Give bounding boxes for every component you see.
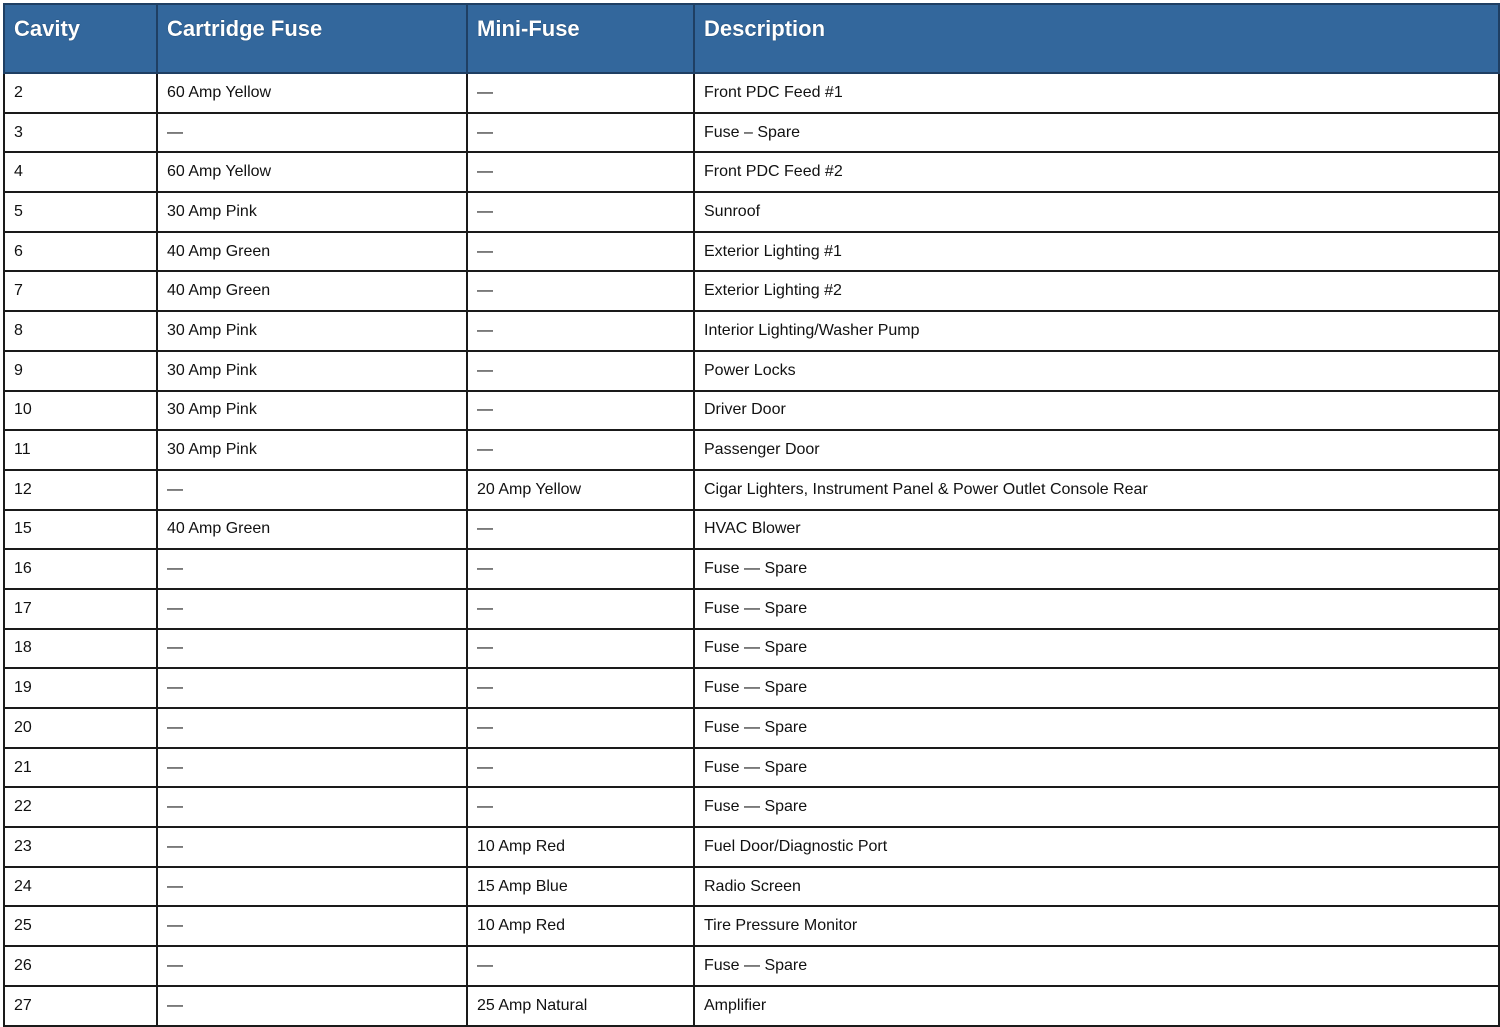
cell-cavity: 27: [4, 986, 157, 1026]
cell-description: Interior Lighting/Washer Pump: [694, 311, 1499, 351]
cell-mini-fuse: 25 Amp Natural: [467, 986, 694, 1026]
table-row: [4, 827, 1499, 867]
table-row: [4, 986, 1499, 1026]
cell-cavity: 4: [4, 152, 157, 192]
cell-cartridge-fuse: 40 Amp Green: [157, 510, 467, 550]
table-row: [4, 787, 1499, 827]
cell-cavity: 7: [4, 271, 157, 311]
cell-cavity: 5: [4, 192, 157, 232]
cell-cartridge-fuse: —: [157, 986, 467, 1026]
cell-description: Tire Pressure Monitor: [694, 906, 1499, 946]
cell-mini-fuse: —: [467, 311, 694, 351]
cell-cartridge-fuse: —: [157, 906, 467, 946]
cell-cavity: 3: [4, 113, 157, 153]
cell-mini-fuse: —: [467, 589, 694, 629]
cell-mini-fuse: 10 Amp Red: [467, 827, 694, 867]
cell-description: Fuse — Spare: [694, 946, 1499, 986]
cell-cartridge-fuse: —: [157, 787, 467, 827]
cell-cavity: 18: [4, 629, 157, 669]
cell-description: Power Locks: [694, 351, 1499, 391]
cell-mini-fuse: —: [467, 510, 694, 550]
cell-cartridge-fuse: —: [157, 113, 467, 153]
table-body: [4, 73, 1499, 1026]
header-row: [4, 4, 1499, 73]
table-row: [4, 152, 1499, 192]
cell-description: Fuse — Spare: [694, 629, 1499, 669]
header-cavity: Cavity: [4, 4, 157, 73]
cell-cartridge-fuse: —: [157, 708, 467, 748]
cell-description: Driver Door: [694, 391, 1499, 431]
cell-cavity: 26: [4, 946, 157, 986]
cell-mini-fuse: 15 Amp Blue: [467, 867, 694, 907]
cell-mini-fuse: —: [467, 152, 694, 192]
cell-mini-fuse: —: [467, 668, 694, 708]
table-row: [4, 470, 1499, 510]
header-description: Description: [694, 4, 1499, 73]
cell-description: Exterior Lighting #1: [694, 232, 1499, 272]
cell-mini-fuse: —: [467, 430, 694, 470]
cell-cartridge-fuse: —: [157, 629, 467, 669]
table-row: [4, 73, 1499, 113]
cell-cartridge-fuse: 30 Amp Pink: [157, 391, 467, 431]
table-row: [4, 589, 1499, 629]
table-row: [4, 391, 1499, 431]
cell-cavity: 9: [4, 351, 157, 391]
cell-cartridge-fuse: 30 Amp Pink: [157, 192, 467, 232]
table-row: [4, 510, 1499, 550]
cell-mini-fuse: —: [467, 232, 694, 272]
table-row: [4, 271, 1499, 311]
cell-cavity: 24: [4, 867, 157, 907]
table-row: [4, 906, 1499, 946]
cell-description: Fuse — Spare: [694, 589, 1499, 629]
table-row: [4, 192, 1499, 232]
cell-description: Fuse — Spare: [694, 549, 1499, 589]
cell-description: Fuse – Spare: [694, 113, 1499, 153]
cell-cavity: 22: [4, 787, 157, 827]
table-row: [4, 748, 1499, 788]
cell-cavity: 6: [4, 232, 157, 272]
header-mini-fuse: Mini-Fuse: [467, 4, 694, 73]
cell-mini-fuse: —: [467, 73, 694, 113]
cell-cavity: 10: [4, 391, 157, 431]
cell-description: Cigar Lighters, Instrument Panel & Power Outlet Console Rear: [694, 470, 1499, 510]
cell-cavity: 2: [4, 73, 157, 113]
cell-cavity: 12: [4, 470, 157, 510]
cell-cartridge-fuse: —: [157, 867, 467, 907]
table-row: [4, 668, 1499, 708]
table-row: [4, 113, 1499, 153]
cell-description: Fuse — Spare: [694, 787, 1499, 827]
table-header: [4, 4, 1499, 73]
fuse-table-container: [3, 3, 1498, 1027]
cell-cartridge-fuse: —: [157, 668, 467, 708]
cell-cartridge-fuse: 60 Amp Yellow: [157, 152, 467, 192]
cell-description: Fuse — Spare: [694, 668, 1499, 708]
cell-description: Exterior Lighting #2: [694, 271, 1499, 311]
cell-description: Fuse — Spare: [694, 708, 1499, 748]
cell-cartridge-fuse: 40 Amp Green: [157, 232, 467, 272]
cell-description: Sunroof: [694, 192, 1499, 232]
cell-cartridge-fuse: 60 Amp Yellow: [157, 73, 467, 113]
table-row: [4, 708, 1499, 748]
cell-cartridge-fuse: —: [157, 549, 467, 589]
table-row: [4, 430, 1499, 470]
fuse-table: [3, 3, 1500, 1027]
cell-description: Radio Screen: [694, 867, 1499, 907]
cell-mini-fuse: —: [467, 748, 694, 788]
cell-cartridge-fuse: —: [157, 946, 467, 986]
cell-description: HVAC Blower: [694, 510, 1499, 550]
cell-description: Fuel Door/Diagnostic Port: [694, 827, 1499, 867]
table-row: [4, 311, 1499, 351]
cell-cartridge-fuse: —: [157, 748, 467, 788]
cell-mini-fuse: 10 Amp Red: [467, 906, 694, 946]
cell-cartridge-fuse: 30 Amp Pink: [157, 430, 467, 470]
cell-description: Front PDC Feed #2: [694, 152, 1499, 192]
cell-cartridge-fuse: 40 Amp Green: [157, 271, 467, 311]
cell-cavity: 21: [4, 748, 157, 788]
table-row: [4, 351, 1499, 391]
cell-cavity: 25: [4, 906, 157, 946]
cell-mini-fuse: —: [467, 113, 694, 153]
cell-cavity: 23: [4, 827, 157, 867]
cell-mini-fuse: —: [467, 629, 694, 669]
table-row: [4, 549, 1499, 589]
cell-mini-fuse: —: [467, 351, 694, 391]
cell-mini-fuse: —: [467, 192, 694, 232]
cell-mini-fuse: —: [467, 946, 694, 986]
cell-description: Amplifier: [694, 986, 1499, 1026]
cell-cavity: 17: [4, 589, 157, 629]
cell-mini-fuse: —: [467, 391, 694, 431]
header-cartridge-fuse: Cartridge Fuse: [157, 4, 467, 73]
table-row: [4, 629, 1499, 669]
cell-mini-fuse: —: [467, 787, 694, 827]
cell-cavity: 15: [4, 510, 157, 550]
cell-description: Passenger Door: [694, 430, 1499, 470]
table-row: [4, 867, 1499, 907]
cell-cavity: 11: [4, 430, 157, 470]
cell-description: Front PDC Feed #1: [694, 73, 1499, 113]
cell-cavity: 16: [4, 549, 157, 589]
cell-cartridge-fuse: —: [157, 827, 467, 867]
table-row: [4, 232, 1499, 272]
cell-cavity: 19: [4, 668, 157, 708]
cell-mini-fuse: 20 Amp Yellow: [467, 470, 694, 510]
cell-cavity: 8: [4, 311, 157, 351]
cell-cavity: 20: [4, 708, 157, 748]
cell-mini-fuse: —: [467, 549, 694, 589]
cell-cartridge-fuse: 30 Amp Pink: [157, 351, 467, 391]
cell-cartridge-fuse: —: [157, 470, 467, 510]
cell-mini-fuse: —: [467, 271, 694, 311]
cell-mini-fuse: —: [467, 708, 694, 748]
table-row: [4, 946, 1499, 986]
cell-cartridge-fuse: 30 Amp Pink: [157, 311, 467, 351]
cell-cartridge-fuse: —: [157, 589, 467, 629]
cell-description: Fuse — Spare: [694, 748, 1499, 788]
